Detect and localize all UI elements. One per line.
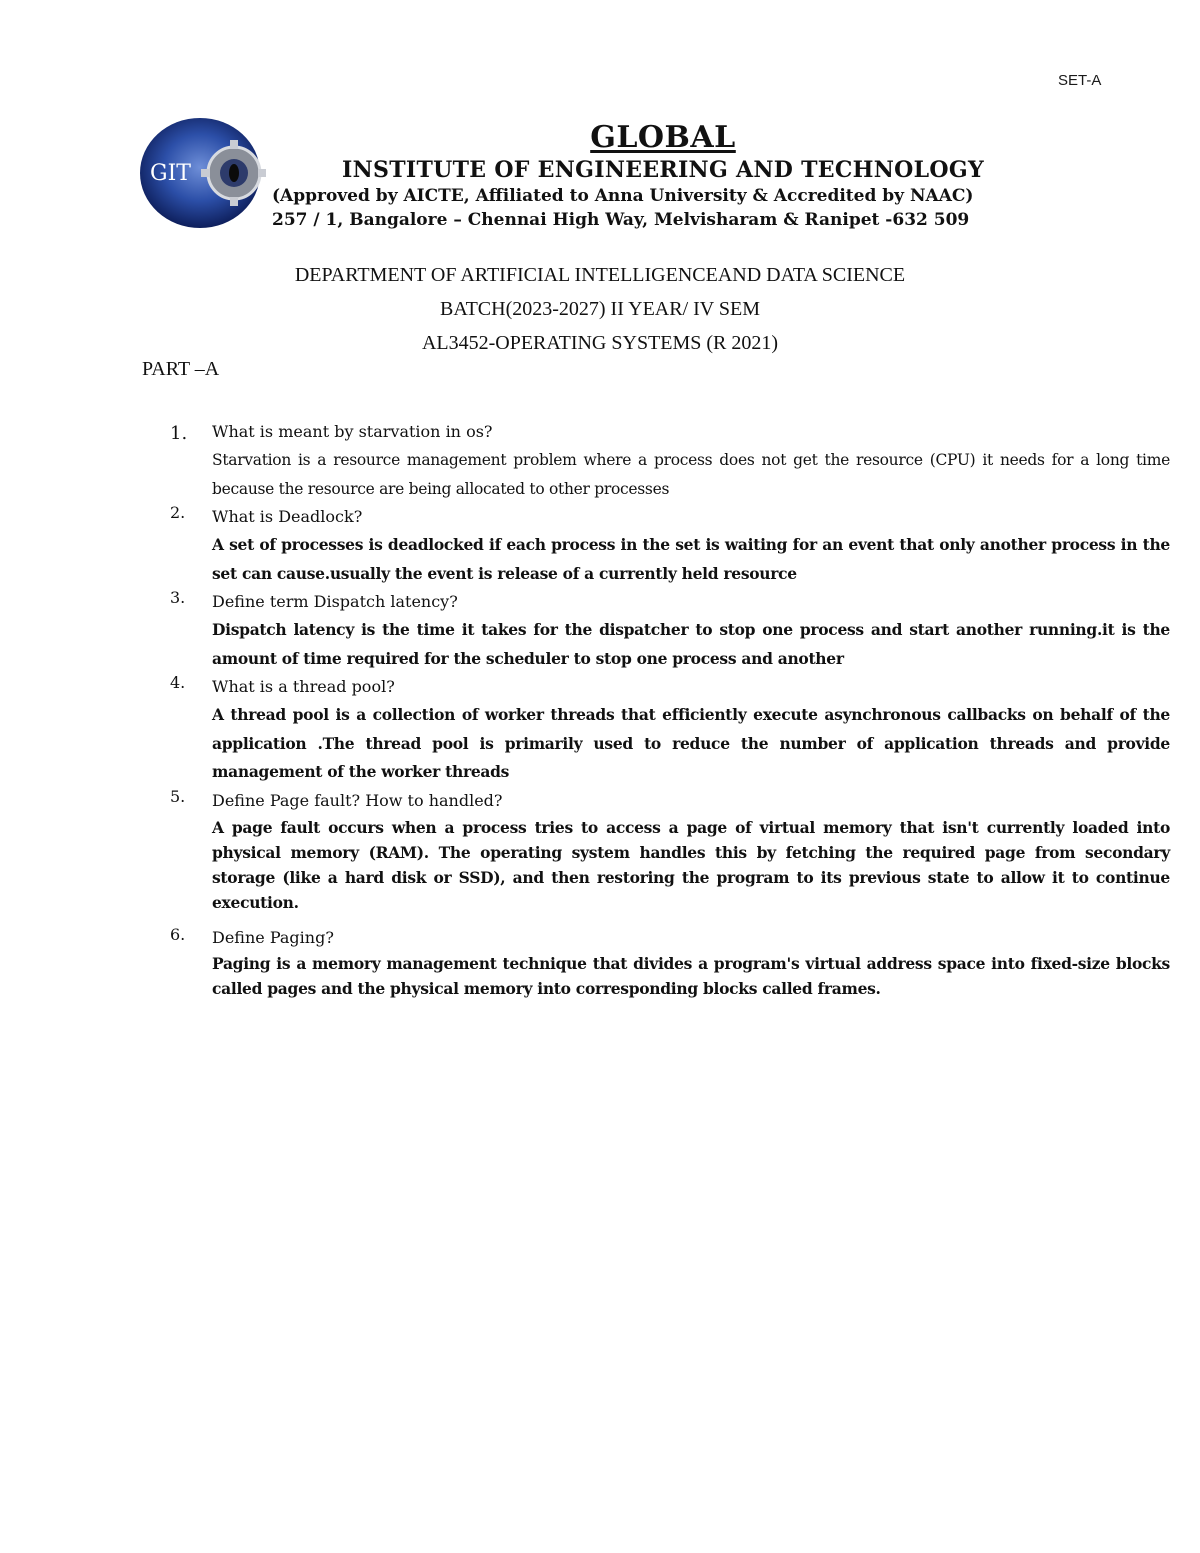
logo-text: GIT — [150, 161, 191, 186]
course-title: AL3452-OPERATING SYSTEMS (R 2021) — [421, 332, 779, 354]
question-item — [170, 787, 1170, 915]
course-info — [170, 258, 1030, 360]
question-number: 6. — [170, 924, 186, 944]
answer-text: A thread pool is a collection of worker threads that efficiently execute asynchronous callbacks on behalf of the application .The thread pool is primarily used to reduce the number of application threads and provide management of the worker threads — [212, 705, 1170, 781]
answer-text: A page fault occurs when a process tries to access a page of virtual memory that isn't currently loaded into physical memory (RAM). The operating system handles this by fetching the required page from secondary storage (like a hard disk or SSD), and then restoring the program to its previous state to allow it to continue execution. — [212, 817, 1170, 912]
institution-header — [268, 120, 1058, 232]
part-heading: PART –A — [142, 358, 220, 380]
question-number: 4. — [170, 673, 186, 692]
answer-text: A set of processes is deadlocked if each process in the set is waiting for an event that only another process in the set can cause.usually the event is release of a currently held resource — [212, 535, 1170, 583]
department-title: DEPARTMENT OF ARTIFICIAL INTELLIGENCEAND DATA SCIENCE — [294, 264, 906, 286]
question-item — [170, 503, 1170, 588]
answer-text: Dispatch latency is the time it takes for the dispatcher to stop one process and start another running.it is the amount of time required for the scheduler to stop one process and another — [212, 620, 1170, 668]
college-logo — [138, 116, 268, 230]
question-text: What is a thread pool? — [212, 677, 395, 696]
institution-name-global: GLOBAL — [590, 120, 736, 155]
address-line: 257 / 1, Bangalore – Chennai High Way, Melvisharam & Ranipet -632 509 — [272, 210, 970, 230]
batch-info: BATCH(2023-2027) II YEAR/ IV SEM — [440, 298, 760, 320]
question-text: What is meant by starvation in os? — [212, 422, 493, 441]
question-item — [170, 673, 1170, 787]
answer-text: Starvation is a resource management problem where a process does not get the resource (CPU) it needs for a long time because the resource are being allocated to other processes — [212, 451, 1170, 498]
accreditation-line: (Approved by AICTE, Affiliated to Anna University & Accredited by NAAC) — [272, 186, 974, 206]
question-number: 2. — [170, 503, 186, 522]
question-item — [170, 418, 1170, 503]
question-item — [170, 588, 1170, 673]
question-number: 1. — [170, 423, 188, 444]
institution-name: INSTITUTE OF ENGINEERING AND TECHNOLOGY — [342, 157, 984, 183]
question-number: 5. — [170, 786, 186, 806]
question-number: 3. — [170, 588, 186, 607]
set-label: SET-A — [1058, 72, 1102, 89]
question-text: Define Paging? — [212, 927, 334, 947]
answer-text: Paging is a memory management technique that divides a program's virtual address space into fixed-size blocks called pages and the physical memory into corresponding blocks called frames. — [212, 953, 1170, 998]
question-item — [170, 925, 1170, 1001]
question-text: Define Page fault? How to handled? — [212, 790, 503, 810]
question-text: Define term Dispatch latency? — [212, 592, 458, 611]
question-list — [170, 418, 1170, 1001]
question-text: What is Deadlock? — [212, 507, 363, 526]
